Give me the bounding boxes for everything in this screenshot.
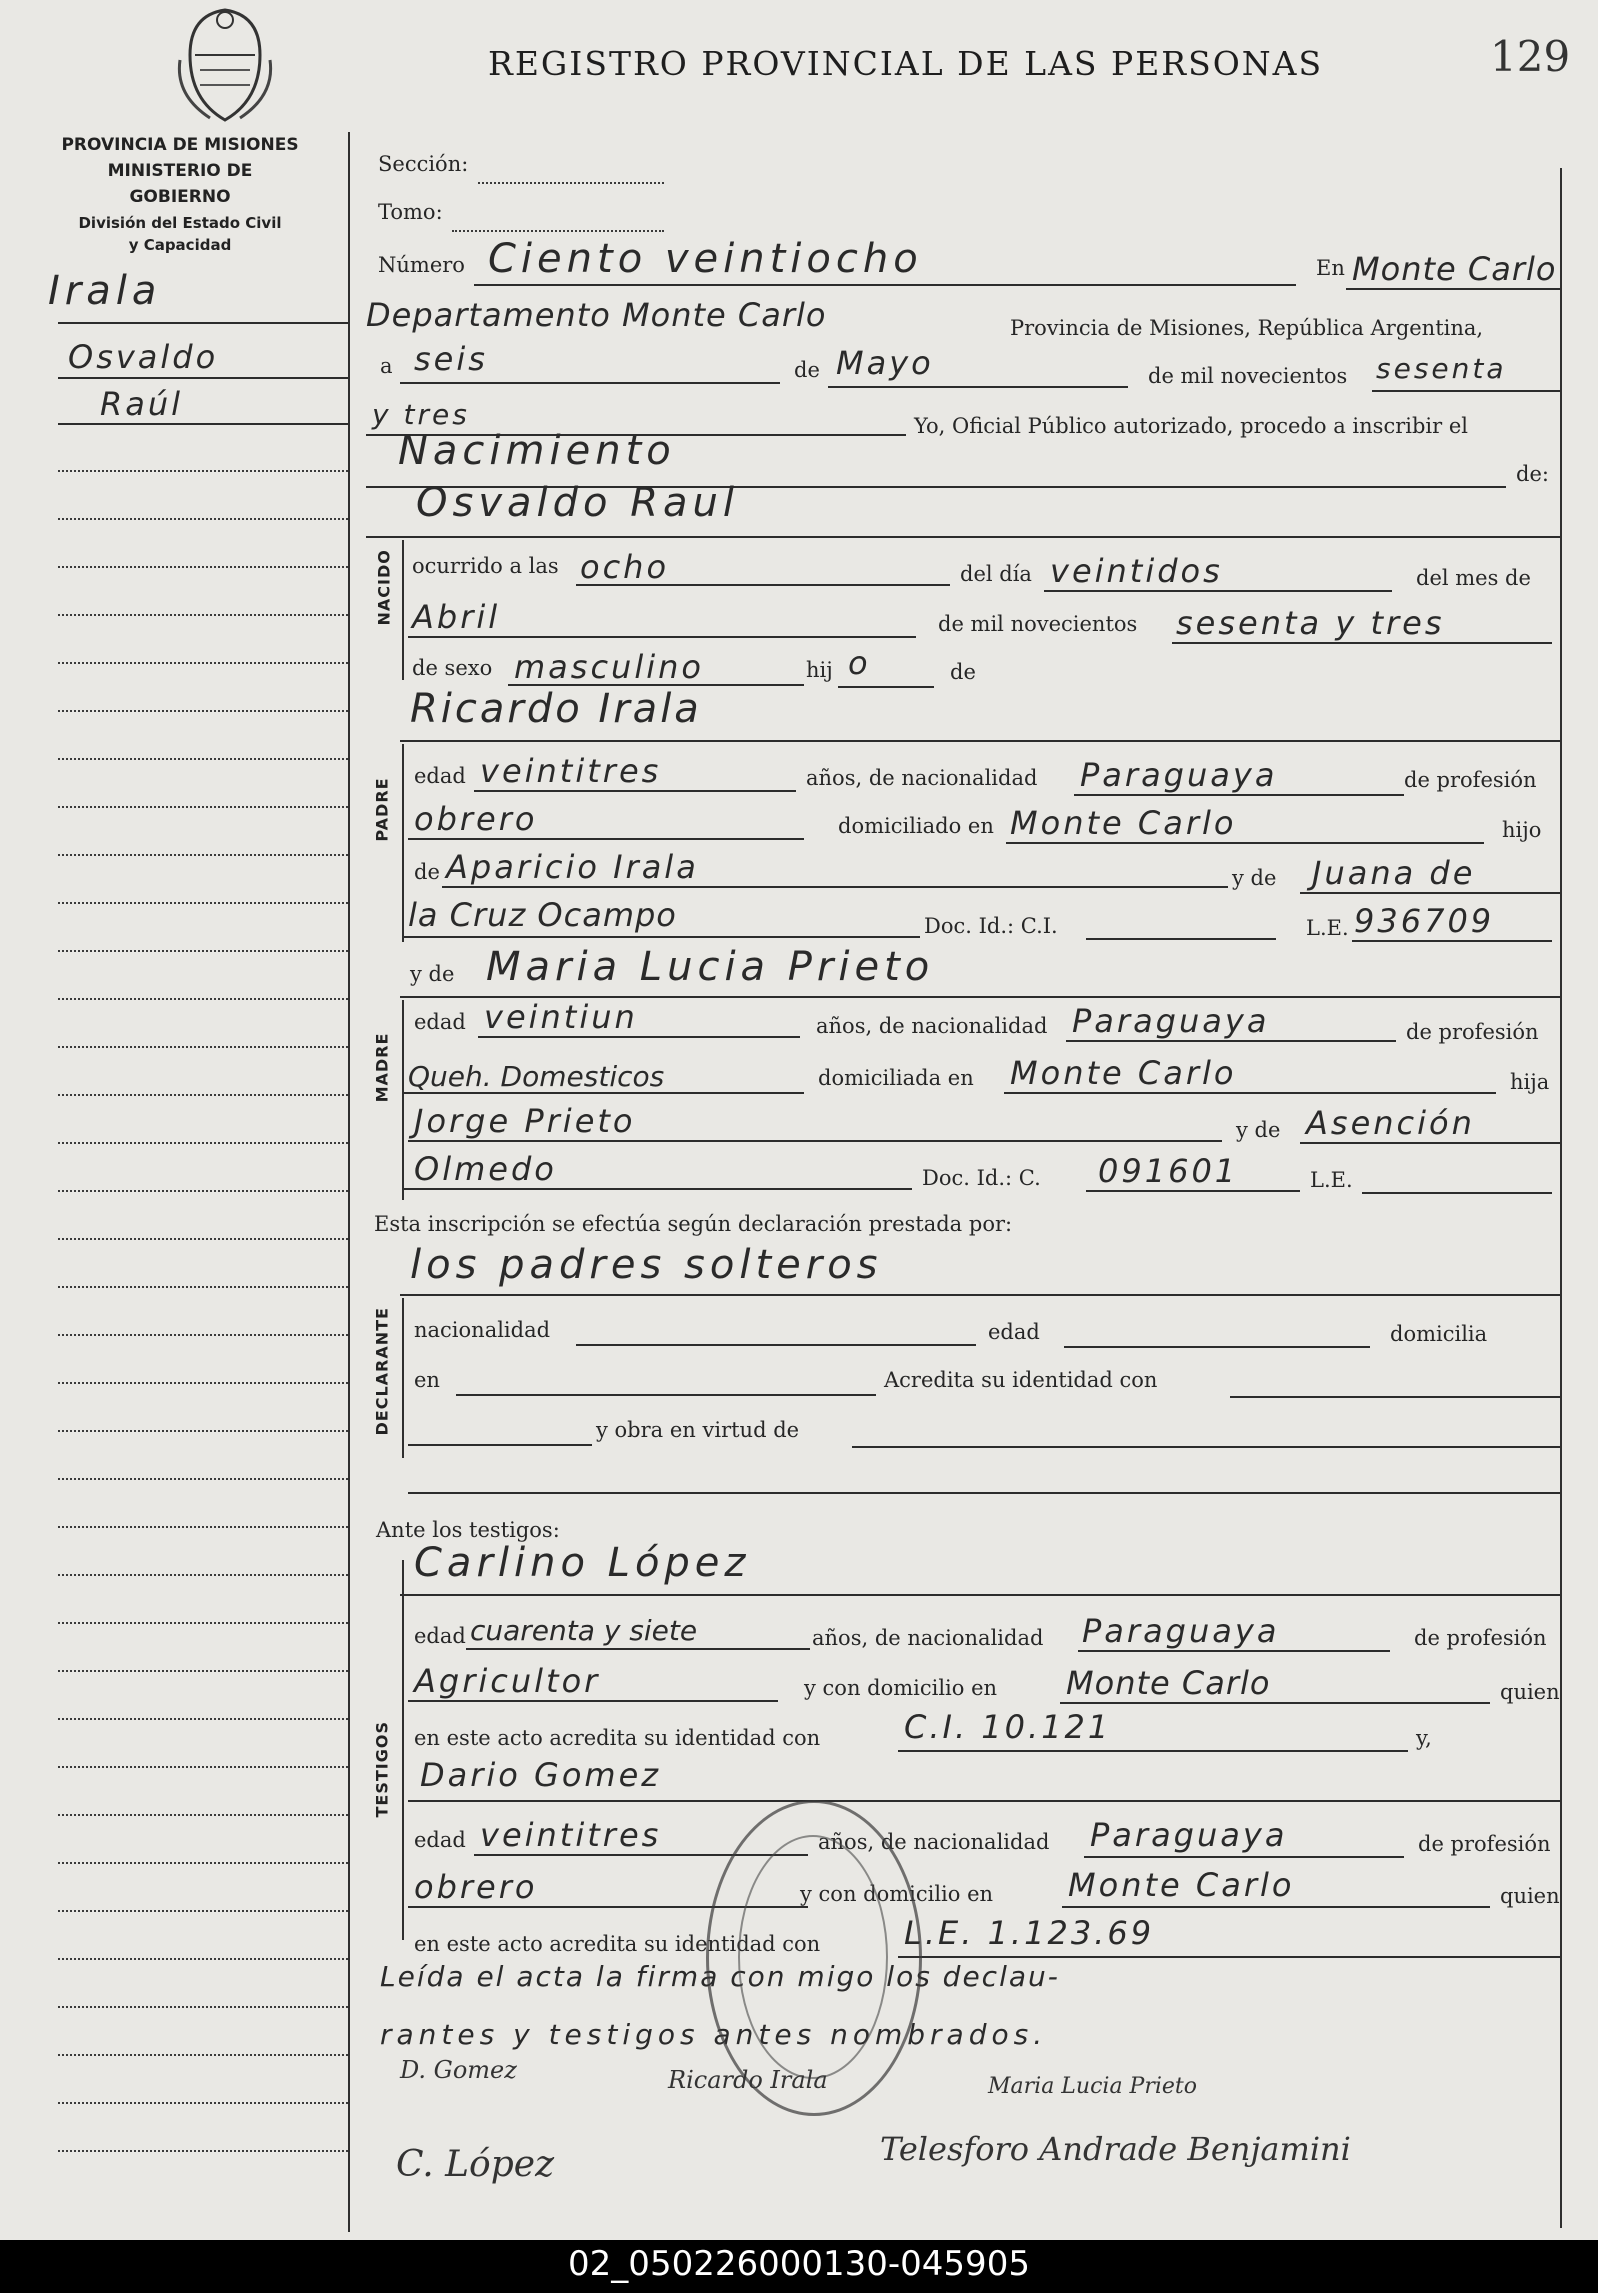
value-mes-nac: Abril — [412, 598, 501, 636]
value-madre-nac: Paraguaya — [1072, 1002, 1270, 1040]
office-capacity: y Capacidad — [128, 236, 232, 254]
value-testigo2-nac: Paraguaya — [1090, 1816, 1288, 1854]
label-testigo2-anos-nac: años, de nacionalidad — [818, 1830, 1050, 1854]
value-testigo2-ci: L.E. 1.123.69 — [904, 1914, 1155, 1952]
label-testigo1-acredita: en este acto acredita su identidad con — [414, 1726, 821, 1750]
value-madre-edad: veintiun — [484, 998, 638, 1036]
label-hija: hija — [1510, 1070, 1550, 1094]
value-numero: Ciento veintiocho — [488, 236, 923, 282]
value-acto: Nacimiento — [398, 428, 676, 474]
label-obra: y obra en virtud de — [596, 1418, 800, 1442]
value-testigo1-prof: Agricultor — [414, 1662, 601, 1700]
label-domiciliado: domiciliado en — [838, 814, 994, 838]
side-label-nacido: NACIDO — [374, 549, 394, 626]
value-testigo2-dom: Monte Carlo — [1068, 1866, 1295, 1904]
signature-1: D. Gomez — [400, 2056, 517, 2084]
label-y-de: y de — [1232, 866, 1277, 890]
label-madre-y-de: y de — [410, 962, 455, 986]
label-madre-y-de2: y de — [1236, 1118, 1281, 1142]
label-le2: L.E. — [1310, 1168, 1353, 1192]
label-madre-edad: edad — [414, 1010, 466, 1034]
office-division: División del Estado Civil — [78, 214, 282, 232]
signature-5: Telesforo Andrade Benjamini — [880, 2130, 1351, 2168]
value-abuelo-pat: Aparicio Irala — [446, 848, 699, 886]
side-label-declarante: DECLARANTE — [372, 1307, 392, 1436]
label-de-colon: de: — [1516, 462, 1549, 486]
value-madre-prof: Queh. Domesticos — [408, 1060, 665, 1093]
label-tomo: Tomo: — [378, 200, 443, 224]
label-en2: en — [414, 1368, 440, 1392]
margin-surname: Irala — [48, 268, 162, 314]
value-testigo1-edad: cuarenta y siete — [470, 1614, 698, 1647]
label-testigo2-acredita: en este acto acredita su identidad con — [414, 1932, 821, 1956]
label-de-mil2: de mil novecientos — [938, 612, 1138, 636]
value-abuelo-mat: Jorge Prieto — [414, 1102, 636, 1140]
label-yo-oficial: Yo, Oficial Público autorizado, procedo a inscribir el — [914, 414, 1468, 438]
side-label-padre: PADRE — [372, 777, 392, 842]
label-acredita: Acredita su identidad con — [884, 1368, 1158, 1392]
value-madre-nombre: Maria Lucia Prieto — [486, 944, 935, 990]
value-abuela-pat-b: la Cruz Ocampo — [408, 896, 677, 934]
value-cierre-1: Leída el acta la firma con migo los declau- — [380, 1960, 1060, 1993]
right-frame-line — [1560, 168, 1562, 2228]
label-del-dia: del día — [960, 562, 1032, 586]
label-testigo1-y: y, — [1416, 1726, 1432, 1750]
label-padre-de: de — [414, 860, 440, 884]
label-testigo1-anos-nac: años, de nacionalidad — [812, 1626, 1044, 1650]
margin-name2: Raúl — [100, 385, 184, 423]
label-edad2: edad — [988, 1320, 1040, 1344]
value-padre-edad: veintitres — [480, 752, 662, 790]
value-declarante: los padres solteros — [410, 1242, 883, 1288]
label-testigo1-quien: quien — [1500, 1680, 1560, 1704]
value-madre-dom: Monte Carlo — [1010, 1054, 1237, 1092]
label-a: a — [380, 354, 393, 378]
value-padre-le: 936709 — [1354, 902, 1495, 940]
label-numero: Número — [378, 253, 465, 277]
side-label-testigos: TESTIGOS — [372, 1721, 392, 1818]
label-sexo: de sexo — [412, 656, 493, 680]
value-anio-a: sesenta — [1376, 352, 1507, 385]
label-testigo2-profesion: de profesión — [1418, 1832, 1551, 1856]
label-doc-id-c: Doc. Id.: C. — [922, 1166, 1041, 1190]
label-padre-edad: edad — [414, 764, 466, 788]
value-testigo1-ci: C.I. 10.121 — [904, 1708, 1112, 1746]
value-hora: ocho — [580, 548, 670, 586]
value-nombre: Osvaldo Raul — [416, 480, 739, 526]
label-seccion: Sección: — [378, 152, 469, 176]
label-padre-profesion: de profesión — [1404, 768, 1537, 792]
page-title: REGISTRO PROVINCIAL DE LAS PERSONAS — [488, 44, 1324, 83]
label-testigos: Ante los testigos: — [376, 1518, 560, 1542]
signature-4: C. López — [396, 2144, 555, 2185]
signature-3: Maria Lucia Prieto — [988, 2074, 1198, 2099]
label-testigo1-profesion: de profesión — [1414, 1626, 1547, 1650]
value-padre-nac: Paraguaya — [1080, 756, 1278, 794]
value-dia-inscripcion: seis — [414, 340, 488, 378]
office-ministry: MINISTERIO DE GOBIERNO — [107, 161, 253, 207]
value-departamento: Departamento Monte Carlo — [366, 296, 827, 334]
label-del-mes: del mes de — [1416, 566, 1531, 590]
value-padre-dom: Monte Carlo — [1010, 804, 1237, 842]
label-de-mil: de mil novecientos — [1148, 364, 1348, 388]
value-testigo2-edad: veintitres — [480, 1816, 662, 1854]
label-testigo2-quien: quien — [1500, 1884, 1560, 1908]
label-provincia: Provincia de Misiones, República Argentina, — [1010, 316, 1484, 340]
registry-stamp-inner — [738, 1835, 888, 2079]
left-frame-line — [348, 132, 350, 2232]
side-label-madre: MADRE — [372, 1032, 392, 1103]
label-madre-profesion: de profesión — [1406, 1020, 1539, 1044]
label-madre-anos-nac: años, de nacionalidad — [816, 1014, 1048, 1038]
office-province: PROVINCIA DE MISIONES — [61, 135, 299, 155]
value-madre-ci: 091601 — [1098, 1152, 1239, 1190]
label-hijo: hijo — [1502, 818, 1542, 842]
label-padre-anos-nac: años, de nacionalidad — [806, 766, 1038, 790]
value-anio-b: y tres — [372, 398, 470, 431]
value-testigo2-nombre: Dario Gomez — [420, 1756, 662, 1794]
value-dia-nac: veintidos — [1050, 552, 1223, 590]
label-nacionalidad: nacionalidad — [414, 1318, 551, 1342]
value-testigo1-nac: Paraguaya — [1082, 1612, 1280, 1650]
value-mes-inscripcion: Mayo — [836, 344, 934, 382]
value-hij-suffix: o — [848, 644, 871, 682]
value-padre-nombre: Ricardo Irala — [410, 686, 702, 732]
label-doc-id-ci: Doc. Id.: C.I. — [924, 914, 1058, 938]
label-domiciliada: domiciliada en — [818, 1066, 974, 1090]
value-sexo: masculino — [514, 648, 704, 686]
label-domicilia: domicilia — [1390, 1322, 1488, 1346]
label-le: L.E. — [1306, 916, 1349, 940]
value-abuela-mat-a: Asención — [1306, 1104, 1475, 1142]
value-abuela-mat-b: Olmedo — [414, 1150, 557, 1188]
page-number: 129 — [1490, 32, 1571, 81]
value-testigo1-nombre: Carlino López — [414, 1540, 751, 1586]
label-inscripcion: Esta inscripción se efectúa según declaración prestada por: — [374, 1212, 1013, 1236]
signature-2: Ricardo Irala — [668, 2066, 828, 2094]
value-anio-nac: sesenta y tres — [1176, 604, 1445, 642]
label-testigo2-con-dom: y con domicilio en — [800, 1882, 994, 1906]
label-de: de — [794, 358, 820, 382]
label-en: En — [1316, 256, 1345, 280]
value-cierre-2: rantes y testigos antes nombrados. — [380, 2018, 1048, 2051]
label-testigo2-edad: edad — [414, 1828, 466, 1852]
label-testigo1-con-dom: y con domicilio en — [804, 1676, 998, 1700]
margin-name1: Osvaldo — [68, 338, 219, 376]
footer-id-code: 02_050226000130-045905 — [568, 2244, 1030, 2284]
value-testigo1-dom: Monte Carlo — [1066, 1664, 1271, 1702]
coat-of-arms-icon — [170, 0, 280, 125]
value-abuela-pat-a: Juana de — [1312, 854, 1476, 892]
label-testigo1-edad: edad — [414, 1624, 466, 1648]
value-padre-prof: obrero — [414, 800, 538, 838]
label-hij: hij — [806, 658, 833, 682]
value-lugar: Monte Carlo — [1352, 250, 1557, 288]
label-de2: de — [950, 660, 976, 684]
label-ocurrido: ocurrido a las — [412, 554, 559, 578]
office-block — [60, 132, 300, 254]
value-testigo2-prof: obrero — [414, 1868, 538, 1906]
